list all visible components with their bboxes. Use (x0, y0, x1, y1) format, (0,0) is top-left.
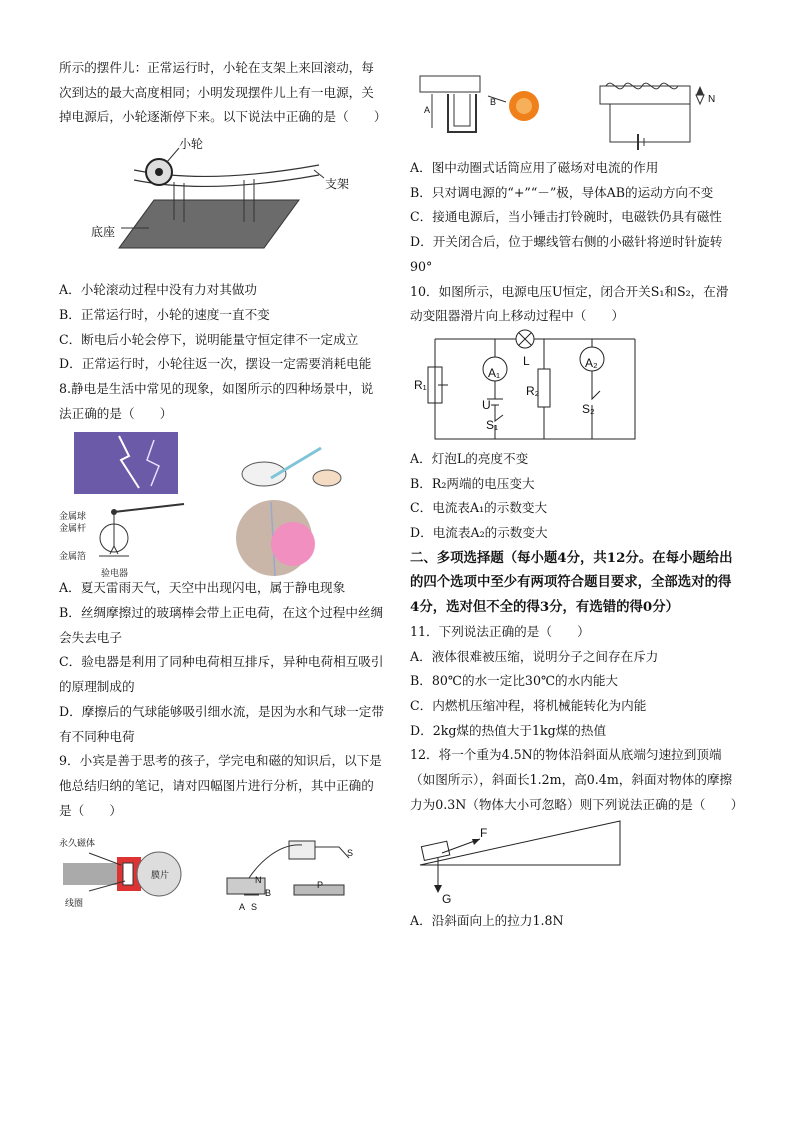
electroscope-label: 验电器 (101, 568, 129, 579)
q10-circuit (410, 329, 738, 447)
q11-option-d: D．2kg煤的热值大于1kg煤的热值 (410, 722, 607, 738)
q9-option-a: A．图中动圈式话筒应用了磁场对电流的作用 (410, 160, 659, 175)
right-column (410, 64, 744, 934)
metal-foil-label: 金属箔 (59, 551, 87, 562)
u-label: U (482, 397, 491, 412)
q7-option-d: D．正常运行时，小轮往返一次，摆设一定需要消耗电能 (59, 356, 372, 372)
metal-ball-label: 金属球 (59, 511, 87, 522)
compass-n-label: N (708, 94, 716, 105)
motor-as-label: A (239, 902, 246, 913)
s2-label: S₂ (582, 401, 595, 416)
motor-switch-label: S (347, 848, 354, 859)
q9-stem: 9．小宾是善于思考的孩子，学完电和磁的知识后，以下是他总结归纳的笔记，请对四幅图片进行分析，其中正确的是（ ） (59, 753, 382, 818)
q10-option-a: A．灯泡L的亮度不变 (410, 450, 529, 466)
q8-stem: 8.静电是生活中常见的现象，如图所示的四种场景中，说法正确的是（ ） (59, 380, 374, 421)
q10-stem: 10．如图所示，电源电压U恒定，闭合开关S₁和S₂，在滑动变阻器滑片向上移动过程中（ ） (410, 283, 729, 324)
gravity-g-label: G (442, 892, 452, 907)
static-scenes (59, 426, 384, 576)
q8-option-c: C．验电器是利用了同种电荷相互排斥，异种电荷相互吸引的原理制成的 (59, 654, 384, 695)
coil-label: 线圈 (65, 898, 84, 909)
bell-a-label: A (424, 105, 431, 115)
q9-option-b: B．只对调电源的“+”“－”极，导体AB的运动方向不变 (410, 184, 714, 200)
force-f-label: F (480, 826, 488, 841)
a1-label: A₁ (488, 365, 501, 380)
section-2-heading: 二、多项选择题（每小题4分，共12分。在每小题给出的四个选项中至少有两项符合题目要求，全部选对的得4分，选对但不全的得3分，有选错的得0分） (410, 549, 733, 616)
q11-option-b: B．80℃的水一定比30℃的水内能大 (410, 673, 619, 689)
q8-option-d: D．摩擦后的气球能够吸引细水流，是因为水和气球一定带有不同种电荷 (59, 703, 384, 744)
r1-label: R₁ (414, 377, 427, 392)
a2-label: A₂ (585, 355, 598, 370)
s1-label: S₁ (486, 417, 499, 432)
q10-option-b: B．R₂两端的电压变大 (410, 475, 535, 491)
left-column (59, 56, 387, 913)
q11-option-a: A．液体很难被压缩，说明分子之间存在斥力 (410, 648, 659, 664)
base-label: 底座 (91, 225, 116, 240)
q11-stem: 11．下列说法正确的是（ ） (410, 623, 590, 639)
bell-b-label: B (490, 97, 497, 107)
motor-b-label: B (265, 888, 272, 899)
r2-label: R₂ (526, 383, 540, 398)
q8-option-b: B．丝绸摩擦过的玻璃棒会带上正电荷，在这个过程中丝绸会失去电子 (59, 605, 384, 645)
q9-figures-right (410, 64, 738, 156)
incline-diagram (410, 817, 738, 909)
q8-option-a: A．夏天雷雨天气，天空中出现闪电，属于静电现象 (59, 580, 346, 596)
motor-n-label: N (255, 875, 262, 886)
bell-and-solenoid (410, 64, 738, 156)
motor-p-label: P (317, 880, 324, 891)
q12-option-a: A．沿斜面向上的拉力1.8N (410, 913, 564, 929)
q12-stem: 12．将一个重为4.5N的物体沿斜面从底端匀速拉到顶端（如图所示），斜面长1.2m，高0.4m，斜面对物体的摩擦力为0.3N（物体大小可忽略）则下列说法正确的是（ ） (410, 747, 744, 812)
motor-s-label: S (251, 902, 258, 913)
circuit-diagram (410, 329, 738, 447)
metal-rod-label: 金属杆 (59, 523, 87, 534)
q10-option-c: C．电流表A₁的示数变大 (410, 500, 548, 516)
q7-option-c: C．断电后小轮会停下，说明能量守恒定律不一定成立 (59, 331, 359, 347)
q10-option-d: D．电流表A₂的示数变大 (410, 525, 548, 541)
q9-figures-left (59, 823, 384, 913)
q7-option-b: B．正常运行时，小轮的速度一直不变 (59, 306, 270, 322)
q8-figures (59, 426, 384, 579)
lamp-label: L (523, 353, 530, 368)
toy-diagram (59, 130, 384, 278)
microphone-and-motor (59, 823, 384, 913)
q9-option-c: C．接通电源后，当小锤击打铃碗时，电磁铁仍具有磁性 (410, 209, 722, 225)
q7-option-a: A．小轮滚动过程中没有力对其做功 (59, 282, 258, 298)
bracket-label: 支架 (325, 177, 350, 192)
q7-figure (59, 130, 384, 278)
q11-option-c: C．内燃机压缩冲程，将机械能转化为内能 (410, 697, 647, 713)
q7-stem: 所示的摆件儿：正常运行时，小轮在支架上来回滚动，每次到达的最大高度相同；小明发现摆件儿上有一电源，关掉电源后，小轮逐渐停下来。以下说法中正确的是（ ） (59, 60, 387, 125)
diaphragm-label: 膜片 (151, 870, 170, 881)
magnet-label: 永久磁体 (59, 838, 96, 849)
wheel-label: 小轮 (179, 137, 204, 152)
q9-option-d: D．开关闭合后，位于螺线管右侧的小磁针将逆时针旋转90° (410, 234, 723, 274)
q12-figure (410, 817, 738, 909)
